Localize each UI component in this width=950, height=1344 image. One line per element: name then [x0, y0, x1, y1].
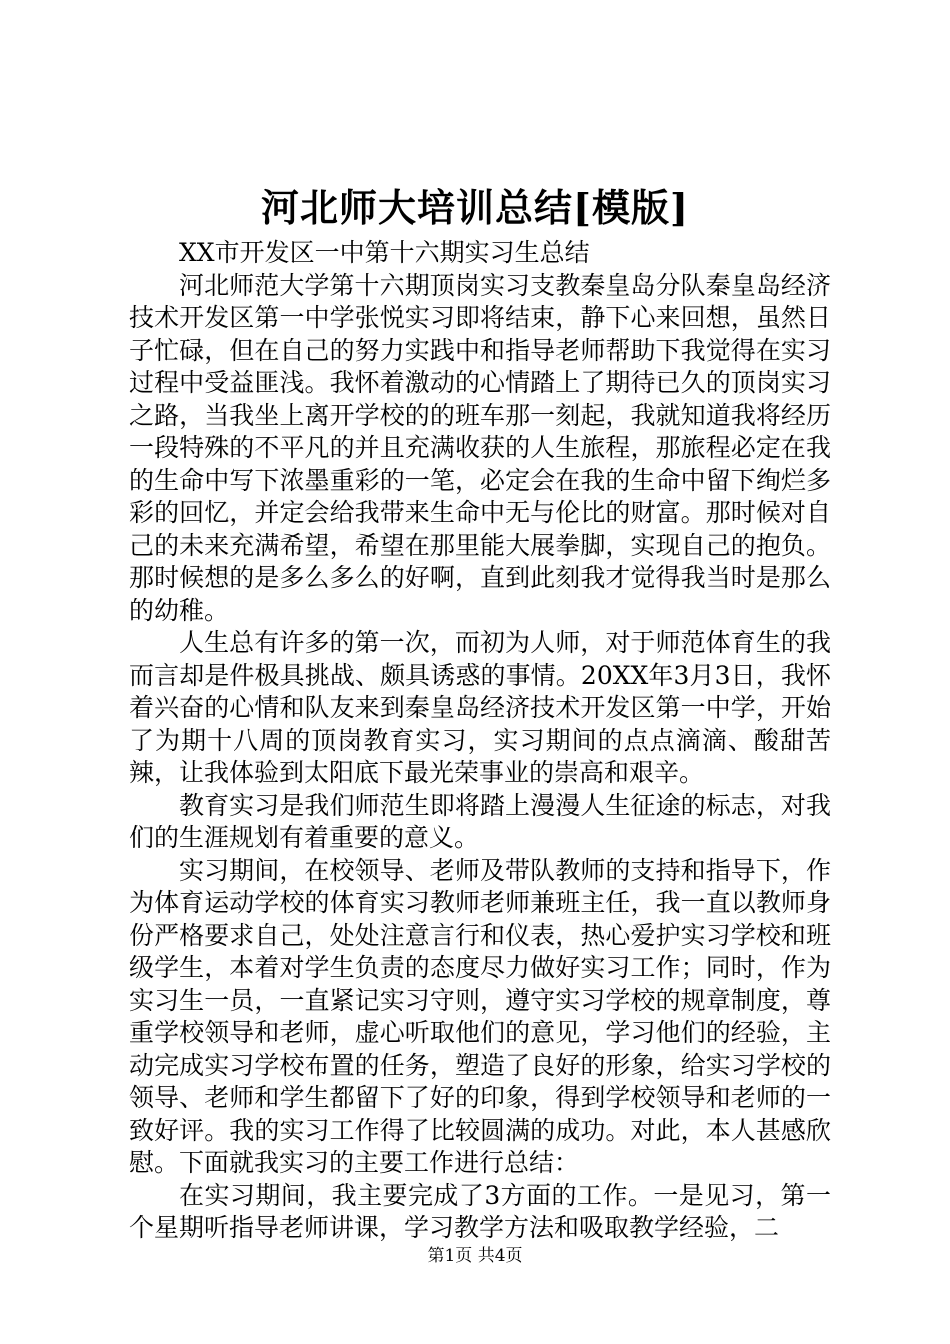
paragraph: 人生总有许多的第一次，而初为人师，对于师范体育生的我而言却是件极具挑战、颇具诱惑的事情。20XX年3月3日，我怀着兴奋的心情和队友来到秦皇岛经济技术开发区第一中学，开始了为期十八周的顶岗教育实习，实习期间的点点滴滴、酸甜苦辣，让我体验到太阳底下最光荣事业的崇高和艰辛。	[129, 628, 831, 787]
document-body	[129, 237, 831, 1245]
paragraph: 实习期间，在校领导、老师及带队教师的支持和指导下，作为体育运动学校的体育实习教师老师兼班主任，我一直以教师身份严格要求自己，处处注意言行和仪表，热心爱护实习学校和班级学生，本着对学生负责的态度尽力做好实习工作；同时，作为实习生一员，一直紧记实习守则，遵守实习学校的规章制度，尊重学校领导和老师，虚心听取他们的意见，学习他们的经验，主动完成实习学校布置的任务，塑造了良好的形象，给实习学校的领导、老师和学生都留下了好的印象，得到学校领导和老师的一致好评。我的实习工作得了比较圆满的成功。对此，本人甚感欣慰。下面就我实习的主要工作进行总结：	[129, 855, 831, 1177]
paragraph: 河北师范大学第十六期顶岗实习支教秦皇岛分队秦皇岛经济技术开发区第一中学张悦实习即将结束，静下心来回想，虽然日子忙碌，但在自己的努力实践中和指导老师帮助下我觉得在实习过程中受益匪浅。我怀着激动的心情踏上了期待已久的顶岗实习之路，当我坐上离开学校的的班车那一刻起，我就知道我将经历一段特殊的不平凡的并且充满收获的人生旅程，那旅程必定在我的生命中写下浓墨重彩的一笔，必定会在我的生命中留下绚烂多彩的回忆，并定会给我带来生命中无与伦比的财富。那时候对自己的未来充满希望，希望在那里能大展拳脚，实现自己的抱负。那时候想的是多么多么的好啊，直到此刻我才觉得我当时是那么的幼稚。	[129, 270, 831, 625]
paragraph: 在实习期间，我主要完成了3方面的工作。一是见习，第一个星期听指导老师讲课，学习教学方法和吸取教学经验，二	[129, 1180, 831, 1242]
page-number: 第1页 共4页	[427, 1246, 523, 1266]
document-subtitle: XX市开发区一中第十六期实习生总结	[179, 238, 590, 267]
document-title: 河北师大培训总结[模版]	[261, 185, 689, 230]
paragraph: 教育实习是我们师范生即将踏上漫漫人生征途的标志，对我们的生涯规划有着重要的意义。	[129, 790, 831, 852]
